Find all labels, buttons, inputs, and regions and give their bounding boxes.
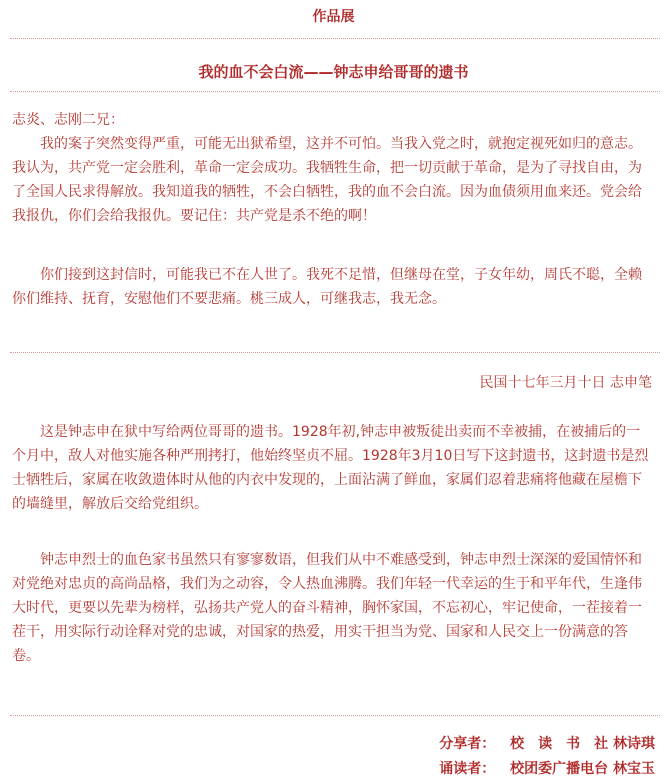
sharer-org: 校 读 书 社 (510, 736, 609, 752)
credits-divider (10, 715, 660, 716)
commentary-paragraph-2: 钟志申烈士的血色家书虽然只有寥寥数语，但我们从中不难感受到，钟志申烈士深深的爱国情怀和对党绝对忠贞的高尚品格，我们为之动容，令人热血沸腾。我们年轻一代幸运的生于和平年代，生逢伟大时代，更要以先辈为榜样，弘扬共产党人的奋斗精神，胸怀家国，不忘初心，牢记使命，一茬接着一茬干，用实际行动诠释对党的忠诚，对国家的热爱，用实干担当为党、国家和人民交上一份满意的答卷。 (12, 552, 642, 664)
sharer-credit (439, 733, 655, 753)
reader-org: 校团委广播电台 (510, 761, 609, 777)
letter-title: 我的血不会白流——钟志申给哥哥的遗书 (198, 63, 469, 81)
letter-salutation: 志炎、志刚二兄： (12, 112, 124, 128)
section-heading: 作品展 (312, 9, 355, 25)
letter-paragraph-1: 我的案子突然变得严重，可能无出狱希望，这并不可怕。当我入党之时，就抱定视死如归的意志。我认为，共产党一定会胜利，革命一定会成功。我牺牲生命，把一切贡献于革命，是为了寻找自由，为了全国人民求得解放。我知道我的牺牲，不会白牺牲，我的血不会白流。因为血债须用血来还。党会给我报仇，你们会给我报仇。要记住：共产党是杀不绝的啊！ (12, 136, 642, 224)
letter-signature: 民国十七年三月十日 志申笔 (479, 375, 652, 391)
signature-divider (10, 352, 660, 353)
reader-label: 诵读者： (439, 761, 496, 777)
top-divider (10, 38, 660, 39)
letter-paragraph-2: 你们接到这封信时，可能我已不在人世了。我死不足惜，但继母在堂，子女年幼，周氏不聪，全赖你们维持、抚育，安慰他们不要悲痛。桃三成人，可继我志，我无念。 (12, 267, 642, 307)
reader-name: 林宝玉 (613, 761, 655, 777)
commentary-paragraph-1: 这是钟志申在狱中写给两位哥哥的遗书。1928年初,钟志申被叛徒出卖而不幸被捕，在被捕后的一个月中，敌人对他实施各种严刑拷打，他始终坚贞不屈。1928年3月10日写下这封遗书，这封遗书是烈士牺牲后，家属在收敛遗体时从他的内衣中发现的，上面沾满了鲜血，家属们忍着悲痛将他藏在屋檐下的墙缝里，解放后交给党组织。 (12, 424, 649, 512)
sharer-name: 林诗琪 (613, 736, 655, 752)
sharer-label: 分享者： (439, 736, 496, 752)
reader-credit (439, 758, 655, 778)
title-divider (10, 91, 660, 92)
